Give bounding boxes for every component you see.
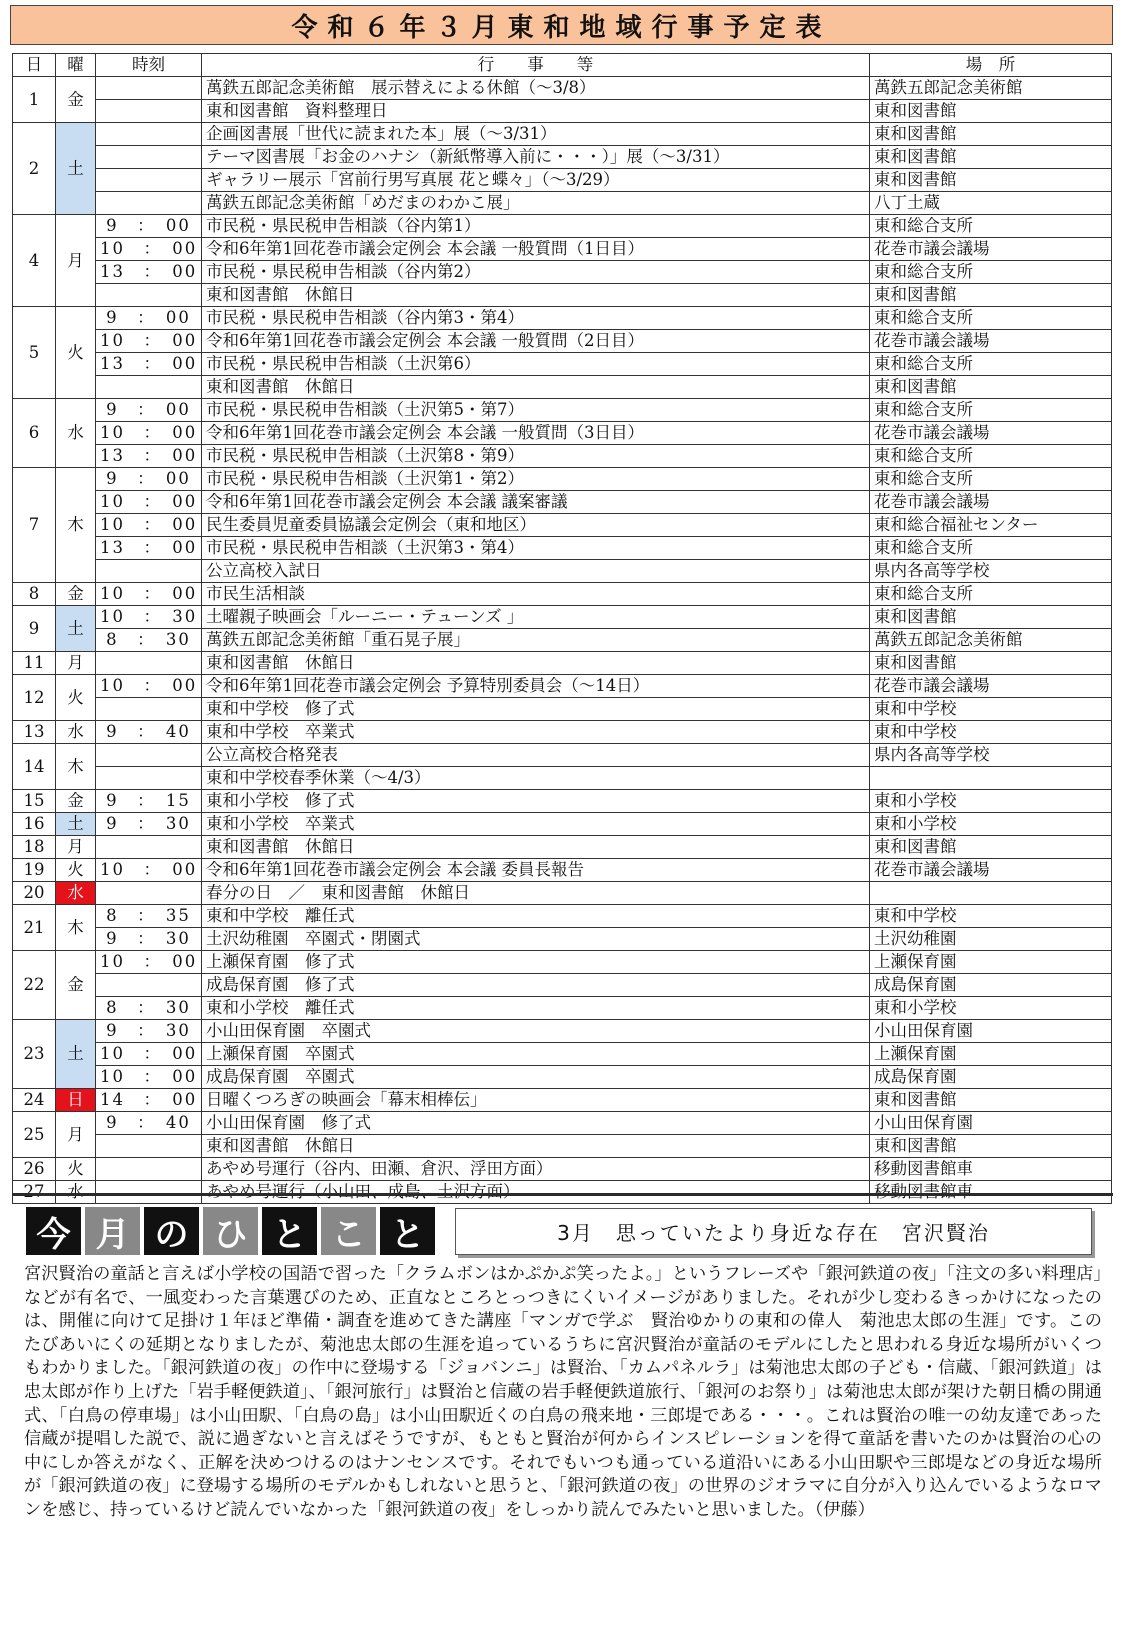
table-row [13, 951, 1112, 974]
day-cell: 23 [13, 1020, 56, 1089]
event-cell: 東和図書館 休館日 [202, 836, 870, 859]
time-cell: 8 ： 30 [96, 629, 202, 652]
event-cell: 小山田保育園 卒園式 [202, 1020, 870, 1043]
table-row [13, 1066, 1112, 1089]
event-cell: 東和小学校 離任式 [202, 997, 870, 1020]
place-cell: 東和総合支所 [870, 261, 1112, 284]
time-cell: 10 ： 00 [96, 330, 202, 353]
table-row [13, 928, 1112, 951]
weekday-cell: 金 [56, 77, 96, 123]
weekday-cell: 金 [56, 790, 96, 813]
table-row [13, 997, 1112, 1020]
place-cell: 東和中学校 [870, 905, 1112, 928]
header-weekday: 曜 [56, 54, 96, 77]
place-cell: 八丁土蔵 [870, 192, 1112, 215]
weekday-cell: 木 [56, 744, 96, 790]
event-cell: 萬鉄五郎記念美術館「重石晃子展」 [202, 629, 870, 652]
hitokoto-char: の [144, 1207, 199, 1255]
table-row [13, 169, 1112, 192]
hitokoto-char: こ [321, 1207, 376, 1255]
weekday-cell: 木 [56, 468, 96, 583]
page-title: 令和６年３月東和地域行事予定表 [10, 5, 1113, 45]
time-cell: 13 ： 00 [96, 537, 202, 560]
place-cell: 県内各高等学校 [870, 744, 1112, 767]
event-cell: 公立高校入試日 [202, 560, 870, 583]
time-cell: 8 ： 30 [96, 997, 202, 1020]
event-cell: テーマ図書展「お金のハナシ（新紙幣導入前に・・・）」展（～3/31） [202, 146, 870, 169]
table-row [13, 721, 1112, 744]
day-cell: 13 [13, 721, 56, 744]
header-time: 時刻 [96, 54, 202, 77]
time-cell [96, 123, 202, 146]
weekday-cell: 土 [56, 1020, 96, 1089]
table-row [13, 606, 1112, 629]
time-cell: 14 ： 00 [96, 1089, 202, 1112]
event-cell: 市民税・県民税申告相談（谷内第1） [202, 215, 870, 238]
time-cell [96, 1158, 202, 1181]
time-cell: 9 ： 40 [96, 721, 202, 744]
weekday-cell: 水 [56, 1181, 96, 1204]
table-row [13, 376, 1112, 399]
table-row [13, 790, 1112, 813]
time-cell [96, 146, 202, 169]
table-row [13, 77, 1112, 100]
day-cell: 12 [13, 675, 56, 721]
event-cell: 市民税・県民税申告相談（土沢第5・第7） [202, 399, 870, 422]
weekday-cell: 火 [56, 675, 96, 721]
event-cell: 市民生活相談 [202, 583, 870, 606]
time-cell: 8 ： 35 [96, 905, 202, 928]
time-cell: 9 ： 30 [96, 813, 202, 836]
time-cell [96, 77, 202, 100]
time-cell: 10 ： 00 [96, 514, 202, 537]
event-cell: 東和図書館 休館日 [202, 284, 870, 307]
table-row [13, 100, 1112, 123]
time-cell: 13 ： 00 [96, 445, 202, 468]
time-cell: 10 ： 00 [96, 859, 202, 882]
place-cell: 成島保育園 [870, 1066, 1112, 1089]
time-cell [96, 284, 202, 307]
event-cell: 民生委員児童委員協議会定例会（東和地区） [202, 514, 870, 537]
event-cell: 上瀬保育園 卒園式 [202, 1043, 870, 1066]
hitokoto-char: 今 [26, 1207, 81, 1255]
table-row [13, 675, 1112, 698]
table-row [13, 399, 1112, 422]
time-cell: 9 ： 00 [96, 307, 202, 330]
event-cell: 令和6年第1回花巻市議会定例会 本会議 委員長報告 [202, 859, 870, 882]
header-event: 行 事 等 [202, 54, 870, 77]
day-cell: 4 [13, 215, 56, 307]
event-cell: 東和中学校春季休業（～4/3） [202, 767, 870, 790]
place-cell: 花巻市議会議場 [870, 238, 1112, 261]
place-cell: 東和中学校 [870, 721, 1112, 744]
place-cell: 東和総合福祉センター [870, 514, 1112, 537]
table-row [13, 836, 1112, 859]
time-cell: 9 ： 40 [96, 1112, 202, 1135]
table-row [13, 1089, 1112, 1112]
time-cell: 10 ： 00 [96, 1066, 202, 1089]
time-cell [96, 192, 202, 215]
event-cell: 東和中学校 修了式 [202, 698, 870, 721]
table-row [13, 284, 1112, 307]
hitokoto-essay: 宮沢賢治の童話と言えば小学校の国語で習った「クラムボンはかぷかぷ笑ったよ。」というフレーズや「銀河鉄道の夜」「注文の多い料理店」などが有名で、一風変わった言葉選びのため、正直なところとっつきにくいイメージがありました。それが少し変わるきっかけになったのは、開催に向けて足掛け１年ほど準備・調査を進めてきた講座「マンガで学ぶ 賢治ゆかりの東和の偉人 菊池忠太郎の生涯」です。このたびあいにくの延期となりましたが、菊池忠太郎の生涯を追っているうちに宮沢賢治が童話のモデルにしたと思われる身近な場所がいくつもわかりました。「銀河鉄道の夜」の作中に登場する「ジョバンニ」は賢治、「カムパネルラ」は菊池忠太郎の子ども・信蔵、「銀河鉄道」は忠太郎が作り上げた「岩手軽便鉄道」、「銀河旅行」は賢治と信蔵の岩手軽便鉄道旅行、「銀河のお祭り」は菊池忠太郎が架けた朝日橋の開通式、「白鳥の停車場」は小山田駅、「白鳥の島」は小山田駅近くの白鳥の飛来地・三郎堤である・・・。これは賢治の唯一の幼友達であった信蔵が提唱した説で、説に過ぎないと言えばそうですが、もともと賢治が何からインスピレーションを得て童話を書いたのかは賢治の心の中にしか答えがなく、正解を決めつけるのはナンセンスです。それでもいつも通っている道沿いにある小山田駅や三郎堤などの身近な場所が「銀河鉄道の夜」に登場する場所のモデルかもしれないと思うと、「銀河鉄道の夜」の世界のジオラマに自分が入り込んでいるようなロマンを感じ、持っているけど読んでいなかった「銀河鉄道の夜」をしっかり読んでみたいと思いました。（伊藤） [24, 1264, 1102, 1520]
table-row [13, 422, 1112, 445]
time-cell: 10 ： 00 [96, 675, 202, 698]
time-cell [96, 169, 202, 192]
event-cell: 東和図書館 資料整理日 [202, 100, 870, 123]
place-cell: 花巻市議会議場 [870, 675, 1112, 698]
event-cell: 市民税・県民税申告相談（谷内第2） [202, 261, 870, 284]
day-cell: 21 [13, 905, 56, 951]
weekday-cell: 木 [56, 905, 96, 951]
event-cell: 市民税・県民税申告相談（土沢第3・第4） [202, 537, 870, 560]
day-cell: 2 [13, 123, 56, 215]
time-cell [96, 1135, 202, 1158]
place-cell: 東和小学校 [870, 790, 1112, 813]
table-row [13, 445, 1112, 468]
hitokoto-char: と [262, 1207, 317, 1255]
event-cell: 東和図書館 休館日 [202, 376, 870, 399]
event-cell: 市民税・県民税申告相談（土沢第1・第2） [202, 468, 870, 491]
table-row [13, 974, 1112, 997]
event-cell: 成島保育園 修了式 [202, 974, 870, 997]
event-cell: 東和小学校 卒業式 [202, 813, 870, 836]
table-row [13, 744, 1112, 767]
day-cell: 22 [13, 951, 56, 1020]
time-cell: 9 ： 00 [96, 468, 202, 491]
table-row [13, 698, 1112, 721]
event-cell: 東和中学校 離任式 [202, 905, 870, 928]
table-row [13, 560, 1112, 583]
place-cell: 萬鉄五郎記念美術館 [870, 629, 1112, 652]
table-row [13, 629, 1112, 652]
place-cell: 東和図書館 [870, 652, 1112, 675]
table-row [13, 238, 1112, 261]
day-cell: 8 [13, 583, 56, 606]
place-cell: 東和総合支所 [870, 583, 1112, 606]
day-cell: 7 [13, 468, 56, 583]
time-cell: 9 ： 30 [96, 928, 202, 951]
time-cell: 10 ： 00 [96, 491, 202, 514]
time-cell: 9 ： 00 [96, 215, 202, 238]
event-cell: 小山田保育園 修了式 [202, 1112, 870, 1135]
event-cell: あやめ号運行（小山田、成島、土沢方面） [202, 1181, 870, 1204]
day-cell: 24 [13, 1089, 56, 1112]
weekday-cell: 火 [56, 307, 96, 399]
weekday-cell: 月 [56, 836, 96, 859]
table-row [13, 1043, 1112, 1066]
place-cell: 東和図書館 [870, 1089, 1112, 1112]
event-cell: 東和中学校 卒業式 [202, 721, 870, 744]
table-row [13, 353, 1112, 376]
day-cell: 11 [13, 652, 56, 675]
event-cell: あやめ号運行（谷内、田瀬、倉沢、浮田方面） [202, 1158, 870, 1181]
table-row [13, 468, 1112, 491]
day-cell: 27 [13, 1181, 56, 1204]
day-cell: 15 [13, 790, 56, 813]
table-row [13, 192, 1112, 215]
weekday-cell: 土 [56, 606, 96, 652]
place-cell: 東和図書館 [870, 100, 1112, 123]
place-cell: 東和図書館 [870, 284, 1112, 307]
place-cell: 東和総合支所 [870, 537, 1112, 560]
place-cell: 東和総合支所 [870, 399, 1112, 422]
time-cell [96, 652, 202, 675]
time-cell: 9 ： 15 [96, 790, 202, 813]
table-row [13, 1158, 1112, 1181]
time-cell: 9 ： 00 [96, 399, 202, 422]
event-cell: 萬鉄五郎記念美術館 展示替えによる休館（～3/8） [202, 77, 870, 100]
weekday-cell: 火 [56, 1158, 96, 1181]
place-cell: 上瀬保育園 [870, 1043, 1112, 1066]
schedule-body [13, 77, 1112, 1204]
event-cell: 成島保育園 卒園式 [202, 1066, 870, 1089]
event-cell: 上瀬保育園 修了式 [202, 951, 870, 974]
place-cell: 花巻市議会議場 [870, 330, 1112, 353]
place-cell: 県内各高等学校 [870, 560, 1112, 583]
table-row [13, 1135, 1112, 1158]
table-row [13, 330, 1112, 353]
event-cell: 公立高校合格発表 [202, 744, 870, 767]
weekday-cell: 土 [56, 813, 96, 836]
table-row [13, 905, 1112, 928]
event-cell: 市民税・県民税申告相談（土沢第8・第9） [202, 445, 870, 468]
table-row [13, 514, 1112, 537]
time-cell: 10 ： 00 [96, 951, 202, 974]
table-row [13, 859, 1112, 882]
event-cell: 令和6年第1回花巻市議会定例会 本会議 議案審議 [202, 491, 870, 514]
weekday-cell: 水 [56, 721, 96, 744]
place-cell: 東和総合支所 [870, 215, 1112, 238]
weekday-cell: 月 [56, 215, 96, 307]
weekday-cell: 日 [56, 1089, 96, 1112]
place-cell: 東和図書館 [870, 1135, 1112, 1158]
event-cell: 土沢幼稚園 卒園式・閉園式 [202, 928, 870, 951]
event-cell: 市民税・県民税申告相談（土沢第6） [202, 353, 870, 376]
day-cell: 26 [13, 1158, 56, 1181]
event-cell: 東和図書館 休館日 [202, 652, 870, 675]
place-cell: 東和総合支所 [870, 353, 1112, 376]
event-cell: 萬鉄五郎記念美術館「めだまのわかこ展」 [202, 192, 870, 215]
time-cell: 13 ： 00 [96, 353, 202, 376]
event-cell: 東和図書館 休館日 [202, 1135, 870, 1158]
time-cell [96, 836, 202, 859]
place-cell: 東和図書館 [870, 123, 1112, 146]
table-row [13, 652, 1112, 675]
schedule-table [12, 53, 1112, 1204]
event-cell: 春分の日 ／ 東和図書館 休館日 [202, 882, 870, 905]
table-row [13, 882, 1112, 905]
table-row [13, 491, 1112, 514]
place-cell: 東和小学校 [870, 997, 1112, 1020]
table-row [13, 146, 1112, 169]
day-cell: 5 [13, 307, 56, 399]
weekday-cell: 月 [56, 652, 96, 675]
day-cell: 18 [13, 836, 56, 859]
time-cell: 9 ： 30 [96, 1020, 202, 1043]
day-cell: 19 [13, 859, 56, 882]
hitokoto-char: 月 [85, 1207, 140, 1255]
table-row [13, 307, 1112, 330]
event-cell: 企画図書展「世代に読まれた本」展（～3/31） [202, 123, 870, 146]
hitokoto-char: と [380, 1207, 435, 1255]
place-cell: 東和図書館 [870, 376, 1112, 399]
time-cell [96, 698, 202, 721]
day-cell: 20 [13, 882, 56, 905]
weekday-cell: 水 [56, 399, 96, 468]
weekday-cell: 土 [56, 123, 96, 215]
place-cell: 花巻市議会議場 [870, 859, 1112, 882]
table-row [13, 1020, 1112, 1043]
event-cell: ギャラリー展示「宮前行男写真展 花と蝶々」（～3/29） [202, 169, 870, 192]
place-cell: 土沢幼稚園 [870, 928, 1112, 951]
table-row [13, 537, 1112, 560]
day-cell: 14 [13, 744, 56, 790]
time-cell [96, 560, 202, 583]
time-cell [96, 767, 202, 790]
table-row [13, 767, 1112, 790]
place-cell [870, 767, 1112, 790]
place-cell: 萬鉄五郎記念美術館 [870, 77, 1112, 100]
header-day: 日 [13, 54, 56, 77]
weekday-cell: 火 [56, 859, 96, 882]
event-cell: 令和6年第1回花巻市議会定例会 本会議 一般質問（3日目） [202, 422, 870, 445]
day-cell: 6 [13, 399, 56, 468]
time-cell: 10 ： 00 [96, 583, 202, 606]
time-cell: 10 ： 00 [96, 238, 202, 261]
weekday-cell: 金 [56, 583, 96, 606]
event-cell: 令和6年第1回花巻市議会定例会 本会議 一般質問（1日目） [202, 238, 870, 261]
place-cell: 花巻市議会議場 [870, 422, 1112, 445]
time-cell [96, 744, 202, 767]
place-cell: 東和中学校 [870, 698, 1112, 721]
table-row [13, 1112, 1112, 1135]
time-cell [96, 882, 202, 905]
weekday-cell: 月 [56, 1112, 96, 1158]
place-cell: 東和図書館 [870, 606, 1112, 629]
table-row [13, 215, 1112, 238]
place-cell: 東和総合支所 [870, 445, 1112, 468]
day-cell: 1 [13, 77, 56, 123]
day-cell: 9 [13, 606, 56, 652]
place-cell: 東和図書館 [870, 169, 1112, 192]
table-row [13, 261, 1112, 284]
time-cell: 10 ： 00 [96, 1043, 202, 1066]
event-cell: 東和小学校 修了式 [202, 790, 870, 813]
event-cell: 土曜親子映画会「ルーニー・テューンズ 」 [202, 606, 870, 629]
place-cell [870, 882, 1112, 905]
time-cell [96, 376, 202, 399]
weekday-cell: 金 [56, 951, 96, 1020]
day-cell: 25 [13, 1112, 56, 1158]
time-cell [96, 974, 202, 997]
time-cell [96, 100, 202, 123]
place-cell: 小山田保育園 [870, 1112, 1112, 1135]
place-cell: 東和図書館 [870, 146, 1112, 169]
event-cell: 日曜くつろぎの映画会「幕末相棒伝」 [202, 1089, 870, 1112]
table-row [13, 123, 1112, 146]
time-cell: 13 ： 00 [96, 261, 202, 284]
event-cell: 市民税・県民税申告相談（谷内第3・第4） [202, 307, 870, 330]
place-cell: 東和総合支所 [870, 468, 1112, 491]
event-cell: 令和6年第1回花巻市議会定例会 予算特別委員会（～14日） [202, 675, 870, 698]
table-row [13, 813, 1112, 836]
place-cell: 上瀬保育園 [870, 951, 1112, 974]
table-header-row [13, 54, 1112, 77]
day-cell: 16 [13, 813, 56, 836]
time-cell: 10 ： 30 [96, 606, 202, 629]
place-cell: 花巻市議会議場 [870, 491, 1112, 514]
place-cell: 移動図書館車 [870, 1181, 1112, 1204]
event-cell: 令和6年第1回花巻市議会定例会 本会議 一般質問（2日目） [202, 330, 870, 353]
place-cell: 小山田保育園 [870, 1020, 1112, 1043]
time-cell: 10 ： 00 [96, 422, 202, 445]
place-cell: 東和図書館 [870, 836, 1112, 859]
hitokoto-char: ひ [203, 1207, 258, 1255]
place-cell: 東和総合支所 [870, 307, 1112, 330]
hitokoto-heading: 3月 思っていたより身近な存在 宮沢賢治 [455, 1208, 1092, 1255]
header-place: 場 所 [870, 54, 1112, 77]
place-cell: 移動図書館車 [870, 1158, 1112, 1181]
place-cell: 成島保育園 [870, 974, 1112, 997]
place-cell: 東和小学校 [870, 813, 1112, 836]
weekday-cell: 水 [56, 882, 96, 905]
table-row [13, 583, 1112, 606]
